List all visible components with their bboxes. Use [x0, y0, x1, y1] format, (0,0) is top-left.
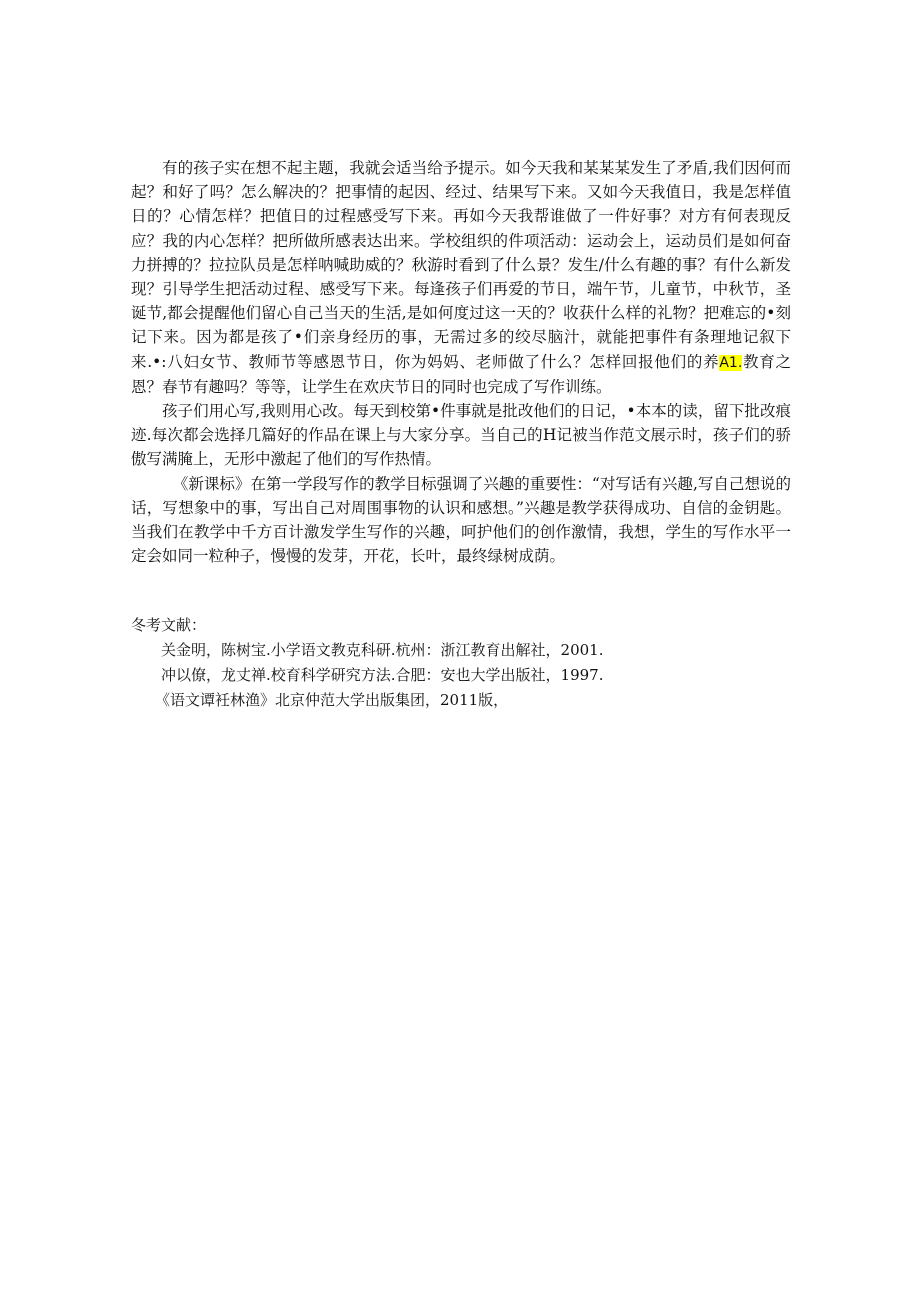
references-title: 冬考文献： — [131, 616, 207, 634]
paragraph-1-text-a: 有的孩子实在想不起主题，我就会适当给予提示。如今天我和某某某发生了矛盾,我们因何而起？和好了吗？怎么解决的？把事情的起因、经过、结果写下来。又如今天我值日，我是怎样值日的？心情怎样？把值日的过程感受写下来。再如今天我帮谁做了一件好事？对方有何表现反应？我的内心怎样？把所做所感表达出来。学校组织的件项活动：运动会上，运动员们是如何奋力拼搏的？拉拉队员是怎样呐喊助威的？秋游时看到了什么景？发生/什么有趣的事？有什么新发现？引导学生把活动过程、感受写下来。每逢孩子们再爱的节日，端午节，儿童节，中秋节，圣诞节,都会提醒他们留心自己当天的生活,是如何度过这一天的？收获什么样的礼物？把难忘的•刻记下来。因为都是孩了•们亲身经历的事，无需过多的绞尽脑汁，就能把事件有条理地记叙下来.•:八妇女节、教师节等感恩节日，你为妈妈、老师做了什么？怎样回报他们的养 — [131, 159, 791, 371]
reference-item-2: 冲以僚，龙丈禅.校育科学研究方法.合肥：安也大学出版社，1997. — [161, 666, 604, 684]
references-section — [131, 613, 791, 713]
paragraph-3: 《新课标》在第一学段写作的教学目标强调了兴趣的重要性：“对写话有兴趣,写自己想说的话，写想象中的事，写出自己对周围事物的认识和感想。”兴趣是教学获得成功、自信的金钥匙。当我们在教学中千方百计激发学生写作的兴趣，呵护他们的创作激情，我想，学生的写作水平一定会如同一粒种子，慢慢的发芽，开花，长叶，最终绿树成荫。 — [131, 474, 791, 566]
paragraph-2: 孩子们用心写,我则用心改。每天到校第•件事就是批改他们的日记，•本本的读，留下批改痕迹.每次都会选择几篇好的作品在课上与大家分享。当自己的H记被当作范文展示时，孩子们的骄傲写满腌上，无形中激起了他们的写作热情。 — [131, 402, 791, 469]
body-text — [131, 156, 791, 568]
reference-item-1: 关金明，陈树宝.小学语文教克科研.杭州：浙江教育出解社，2001. — [161, 641, 604, 659]
reference-item-3: 《语文谭衽林渔》北京仲范大学出版集团，2011版， — [155, 691, 509, 709]
paragraph-1-text-b: 教育之恩？春节有趣吗？等等，让学生在欢庆节日的同时也完成了写作训练。 — [131, 352, 791, 396]
paragraph-1 — [131, 156, 791, 399]
highlighted-text: A1. — [719, 354, 743, 371]
